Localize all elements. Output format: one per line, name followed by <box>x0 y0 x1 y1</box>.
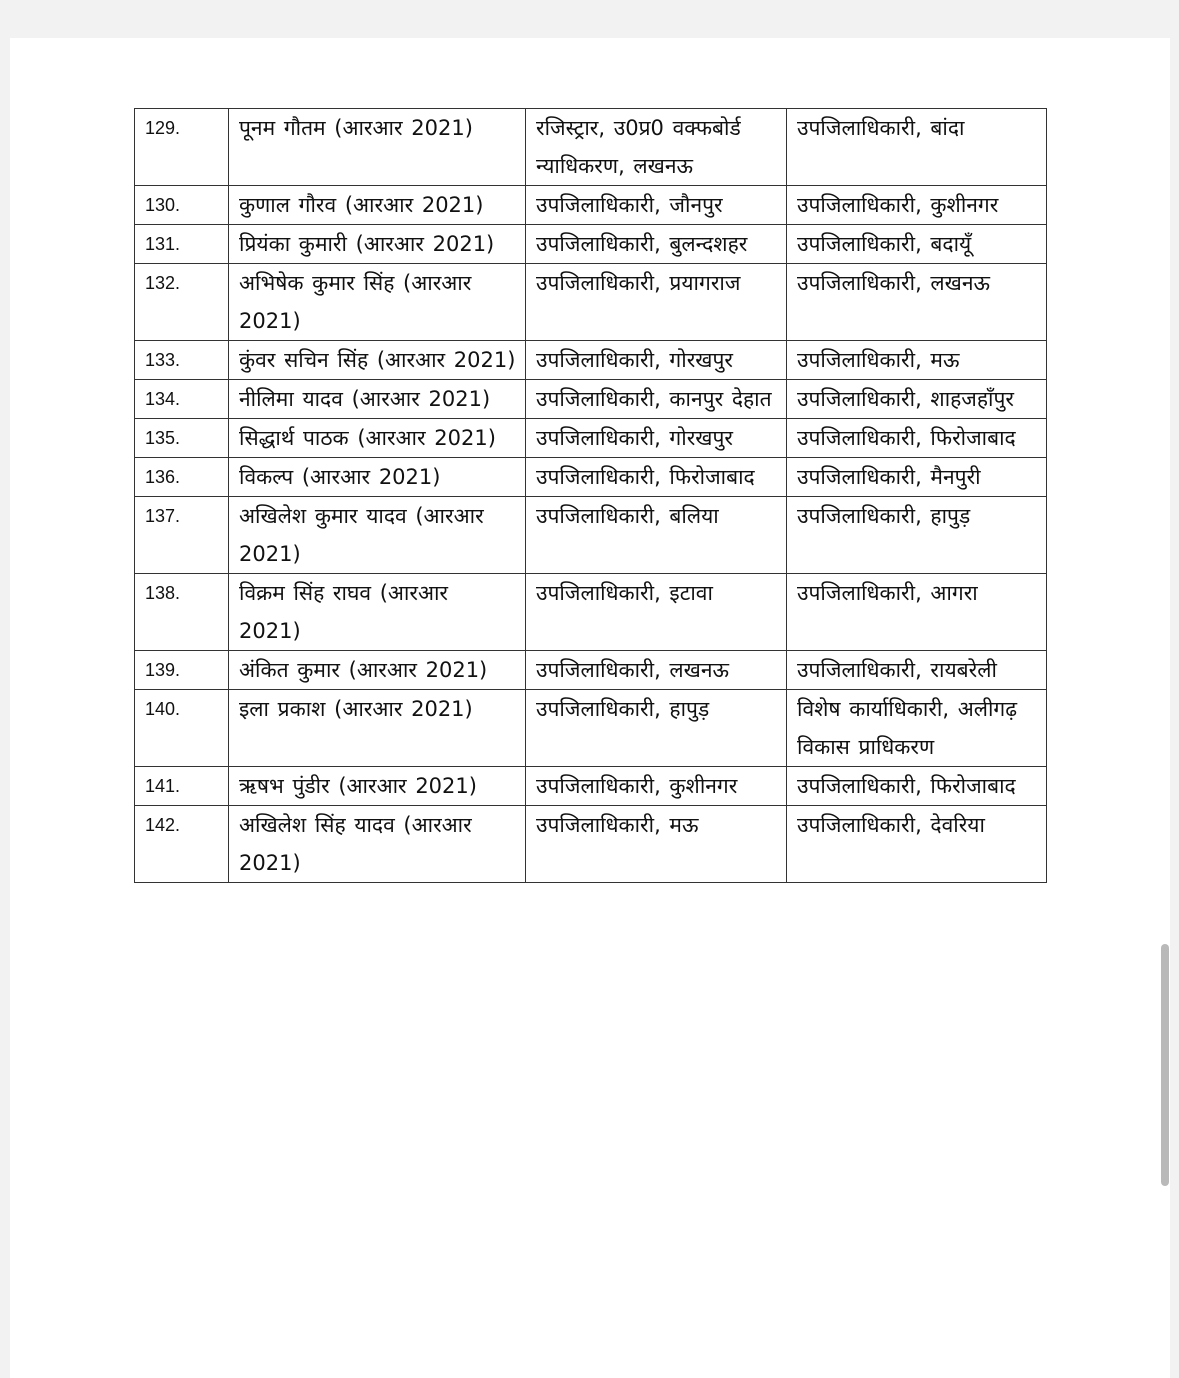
officer-name: अभिषेक कुमार सिंह (आरआर 2021) <box>229 264 526 341</box>
officer-name: नीलिमा यादव (आरआर 2021) <box>229 380 526 419</box>
table-row <box>135 458 1047 497</box>
serial-number: 136. <box>135 458 229 497</box>
serial-number: 130. <box>135 186 229 225</box>
serial-number: 134. <box>135 380 229 419</box>
officer-name: अंकित कुमार (आरआर 2021) <box>229 651 526 690</box>
serial-number: 140. <box>135 690 229 767</box>
transfer-table-body <box>135 109 1047 883</box>
serial-number: 142. <box>135 806 229 883</box>
officer-name: सिद्धार्थ पाठक (आरआर 2021) <box>229 419 526 458</box>
table-row <box>135 651 1047 690</box>
officer-name: प्रियंका कुमारी (आरआर 2021) <box>229 225 526 264</box>
current-posting: उपजिलाधिकारी, जौनपुर <box>526 186 787 225</box>
table-row <box>135 225 1047 264</box>
table-row <box>135 574 1047 651</box>
new-posting: उपजिलाधिकारी, शाहजहाँपुर <box>787 380 1047 419</box>
officer-name: ऋषभ पुंडीर (आरआर 2021) <box>229 767 526 806</box>
table-row <box>135 419 1047 458</box>
serial-number: 137. <box>135 497 229 574</box>
officer-name: पूनम गौतम (आरआर 2021) <box>229 109 526 186</box>
new-posting: उपजिलाधिकारी, मैनपुरी <box>787 458 1047 497</box>
table-row <box>135 690 1047 767</box>
new-posting: उपजिलाधिकारी, आगरा <box>787 574 1047 651</box>
current-posting: उपजिलाधिकारी, लखनऊ <box>526 651 787 690</box>
new-posting: उपजिलाधिकारी, हापुड़ <box>787 497 1047 574</box>
current-posting: उपजिलाधिकारी, इटावा <box>526 574 787 651</box>
table-row <box>135 186 1047 225</box>
new-posting: उपजिलाधिकारी, फिरोजाबाद <box>787 767 1047 806</box>
table-row <box>135 497 1047 574</box>
current-posting: उपजिलाधिकारी, हापुड़ <box>526 690 787 767</box>
serial-number: 141. <box>135 767 229 806</box>
new-posting: उपजिलाधिकारी, कुशीनगर <box>787 186 1047 225</box>
current-posting: रजिस्ट्रार, उ0प्र0 वक्फबोर्ड न्याधिकरण, लखनऊ <box>526 109 787 186</box>
officer-name: विकल्प (आरआर 2021) <box>229 458 526 497</box>
current-posting: उपजिलाधिकारी, बुलन्दशहर <box>526 225 787 264</box>
current-posting: उपजिलाधिकारी, कानपुर देहात <box>526 380 787 419</box>
transfer-table <box>134 108 1047 883</box>
current-posting: उपजिलाधिकारी, फिरोजाबाद <box>526 458 787 497</box>
current-posting: उपजिलाधिकारी, प्रयागराज <box>526 264 787 341</box>
serial-number: 135. <box>135 419 229 458</box>
new-posting: उपजिलाधिकारी, रायबरेली <box>787 651 1047 690</box>
new-posting: उपजिलाधिकारी, बदायूँ <box>787 225 1047 264</box>
officer-name: अखिलेश कुमार यादव (आरआर 2021) <box>229 497 526 574</box>
serial-number: 131. <box>135 225 229 264</box>
serial-number: 132. <box>135 264 229 341</box>
new-posting: उपजिलाधिकारी, लखनऊ <box>787 264 1047 341</box>
officer-name: कुणाल गौरव (आरआर 2021) <box>229 186 526 225</box>
vertical-scrollbar[interactable] <box>1161 944 1169 1186</box>
serial-number: 139. <box>135 651 229 690</box>
table-row <box>135 264 1047 341</box>
officer-name: विक्रम सिंह राघव (आरआर 2021) <box>229 574 526 651</box>
table-row <box>135 806 1047 883</box>
current-posting: उपजिलाधिकारी, कुशीनगर <box>526 767 787 806</box>
table-row <box>135 109 1047 186</box>
new-posting: उपजिलाधिकारी, मऊ <box>787 341 1047 380</box>
new-posting: उपजिलाधिकारी, बांदा <box>787 109 1047 186</box>
new-posting: उपजिलाधिकारी, फिरोजाबाद <box>787 419 1047 458</box>
current-posting: उपजिलाधिकारी, गोरखपुर <box>526 419 787 458</box>
serial-number: 129. <box>135 109 229 186</box>
table-row <box>135 341 1047 380</box>
new-posting: उपजिलाधिकारी, देवरिया <box>787 806 1047 883</box>
officer-name: अखिलेश सिंह यादव (आरआर 2021) <box>229 806 526 883</box>
current-posting: उपजिलाधिकारी, बलिया <box>526 497 787 574</box>
serial-number: 138. <box>135 574 229 651</box>
current-posting: उपजिलाधिकारी, गोरखपुर <box>526 341 787 380</box>
new-posting: विशेष कार्याधिकारी, अलीगढ़ विकास प्राधिकरण <box>787 690 1047 767</box>
table-row <box>135 380 1047 419</box>
current-posting: उपजिलाधिकारी, मऊ <box>526 806 787 883</box>
officer-name: कुंवर सचिन सिंह (आरआर 2021) <box>229 341 526 380</box>
serial-number: 133. <box>135 341 229 380</box>
table-row <box>135 767 1047 806</box>
officer-name: इला प्रकाश (आरआर 2021) <box>229 690 526 767</box>
